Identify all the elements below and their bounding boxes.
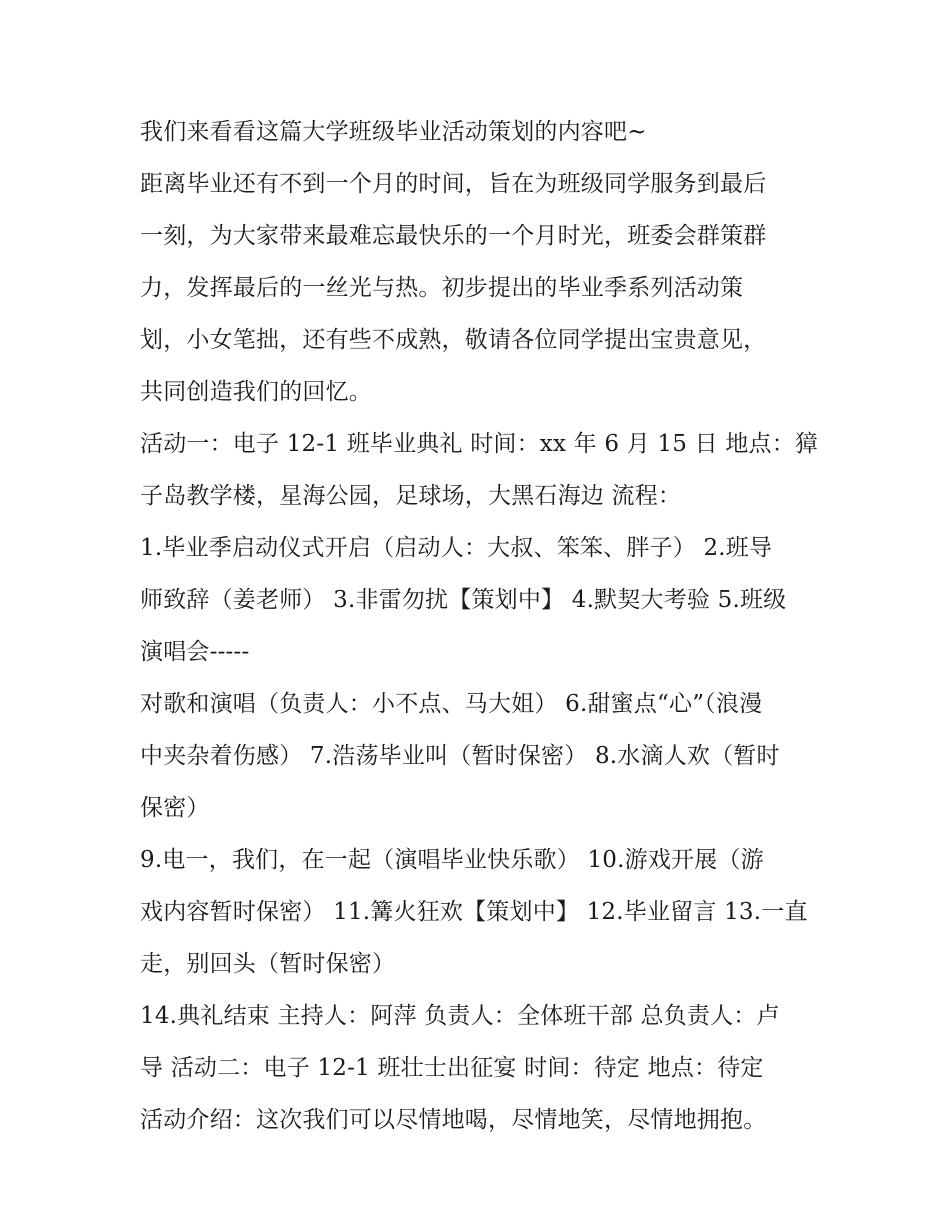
process-line: 14.典礼结束 主持人：阿萍 负责人：全体班干部 总负责人：卢 (140, 1003, 780, 1029)
text-line: 一刻，为大家带来最难忘最快乐的一个月时光，班委会群策群 (140, 223, 767, 249)
document-body (140, 106, 820, 1146)
activity-one-line: 活动一：电子 12-1 班毕业典礼 时间：xx 年 6 月 15 日 地点：獐 (140, 431, 819, 457)
process-line: 1.毕业季启动仪式开启（启动人：大叔、笨笨、胖子） 2.班导 (140, 535, 773, 561)
process-line: 演唱会----- (140, 639, 250, 665)
process-line: 戏内容暂时保密） 11.篝火狂欢【策划中】 12.毕业留言 13.一直 (140, 899, 808, 925)
intro-line: 我们来看看这篇大学班级毕业活动策划的内容吧~ (140, 119, 647, 145)
text-line: 距离毕业还有不到一个月的时间，旨在为班级同学服务到最后 (140, 171, 767, 197)
text-line: 活动介绍：这次我们可以尽情地喝，尽情地笑，尽情地拥抱。 (140, 1107, 767, 1133)
process-line: 中夹杂着伤感） 7.浩荡毕业叫（暂时保密） 8.水滴人欢（暂时 (140, 743, 780, 769)
process-line: 9.电一，我们，在一起（演唱毕业快乐歌） 10.游戏开展（游 (140, 847, 764, 873)
text-line: 力，发挥最后的一丝光与热。初步提出的毕业季系列活动策 (140, 275, 744, 301)
process-line: 走，别回头（暂时保密） (140, 951, 396, 977)
process-line: 师致辞（姜老师） 3.非雷勿扰【策划中】 4.默契大考验 5.班级 (140, 587, 787, 613)
process-line: 保密） (140, 795, 210, 821)
text-line: 共同创造我们的回忆。 (140, 379, 372, 405)
text-line: 划，小女笔拙，还有些不成熟，敬请各位同学提出宝贵意见， (140, 327, 767, 353)
activity-two-line: 导 活动二：电子 12-1 班壮士出征宴 时间：待定 地点：待定 (140, 1055, 764, 1081)
process-line: 对歌和演唱（负责人：小不点、马大姐） 6.甜蜜点“心”（浪漫 (140, 691, 763, 717)
text-line: 子岛教学楼，星海公园，足球场，大黑石海边 流程： (140, 483, 682, 509)
